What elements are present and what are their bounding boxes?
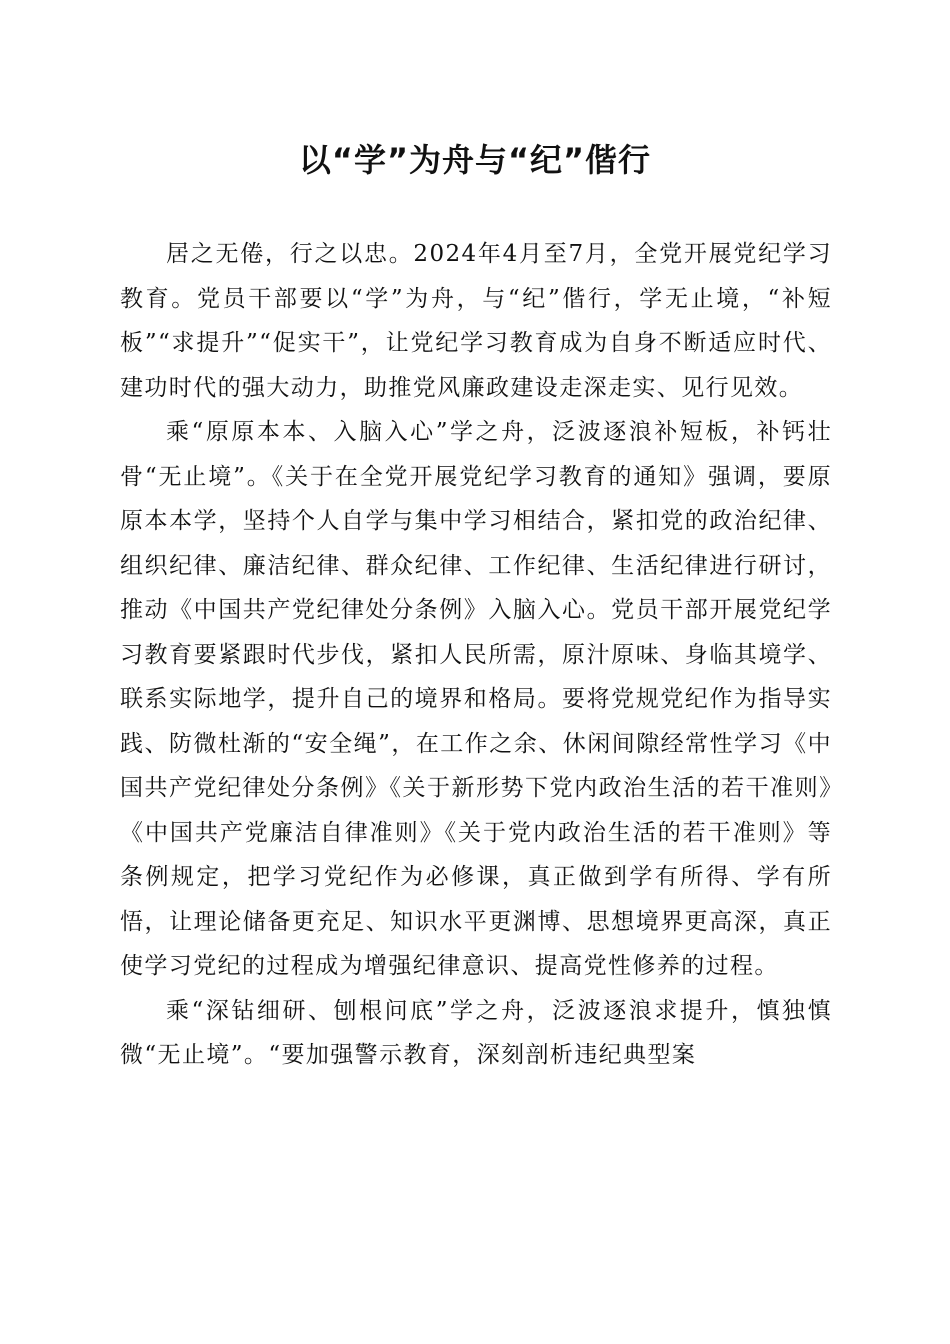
paragraph-1: 居之无倦，行之以忠。2024年4月至7月，全党开展党纪学习教育。党员干部要以“学”为舟，与“纪”偕行，学无止境，“补短板”“求提升”“促实干”，让党纪学习教育成为自身不断适应时代、建功时代的强大动力，助推党风廉政建设走深走实、见行见效。 xyxy=(120,241,832,401)
document-body xyxy=(120,232,832,1078)
document-title: 以“学”为舟与“纪”偕行 xyxy=(298,141,652,179)
paragraph-2: 乘“原原本本、入脑入心”学之舟，泛波逐浪补短板，补钙壮骨“无止境”。《关于在全党开展党纪学习教育的通知》强调，要原原本本学，坚持个人自学与集中学习相结合，紧扣党的政治纪律、组织纪律、廉洁纪律、群众纪律、工作纪律、生活纪律进行研讨，推动《中国共产党纪律处分条例》入脑入心。党员干部开展党纪学习教育要紧跟时代步伐，紧扣人民所需，原汁原味、身临其境学、联系实际地学，提升自己的境界和格局。要将党规党纪作为指导实践、防微杜渐的“安全绳”，在工作之余、休闲间隙经常性学习《中国共产党纪律处分条例》《关于新形势下党内政治生活的若干准则》《中国共产党廉洁自律准则》《关于党内政治生活的若干准则》等条例规定，把学习党纪作为必修课，真正做到学有所得、学有所悟，让理论储备更充足、知识水平更渊博、思想境界更高深，真正使学习党纪的过程成为增强纪律意识、提高党性修养的过程。 xyxy=(120,419,832,979)
paragraph-3: 乘“深钻细研、刨根问底”学之舟，泛波逐浪求提升，慎独慎微“无止境”。“要加强警示教育，深刻剖析违纪典型案 xyxy=(120,997,832,1068)
